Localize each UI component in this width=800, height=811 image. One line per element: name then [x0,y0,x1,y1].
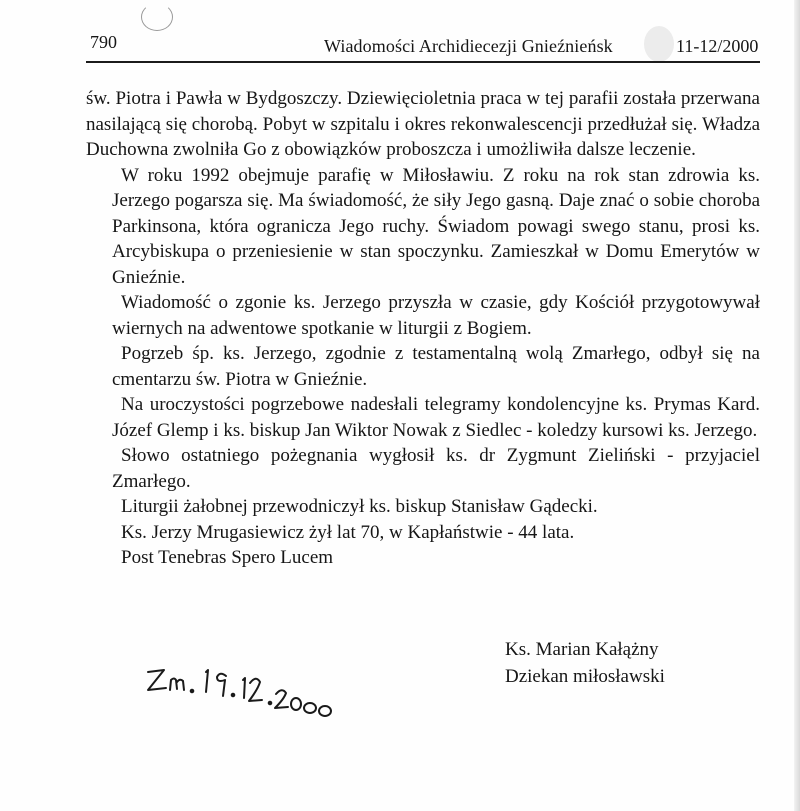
signature-name: Ks. Marian Kałążny [505,639,659,660]
paragraph-1: św. Piotra i Pawła w Bydgoszczy. Dziewięcioletnia praca w tej parafii została przerwana nasilającą się chorobą. Pobyt w szpitalu i okres rekonwalescencji przedłużał się. Władza Duchowna zwolniła Go z obowiązków proboszcza i umożliwiła dalsze leczenie. [86,88,760,160]
header-rule [86,61,760,63]
signature-title: Dziekan miłosławski [505,666,665,687]
paragraph-2: W roku 1992 obejmuje parafię w Miłosławiu. Z roku na rok stan zdrowia ks. Jerzego pogarsza się. Ma świadomość, że siły Jego gasną. Daje znać o sobie choroba Parkinsona, która ogranicza Jego ruchy. Świadom powagi swego stanu, prosi ks. Arcybiskupa o przeniesienie w stan spoczynku. Zamieszkał w Domu Emerytów w Gnieźnie. [112,164,760,288]
article-body [86,86,760,571]
punch-hole-mark [141,3,173,31]
paragraph-5: Na uroczystości pogrzebowe nadesłali telegramy kondolencyjne ks. Prymas Kard. Józef Glemp i ks. biskup Jan Wiktor Nowak z Siedlec - koledzy kursowi ks. Jerzego. [112,394,760,441]
paragraph-4: Pogrzeb śp. ks. Jerzego, zgodnie z testamentalną wolą Zmarłego, odbył się na cmentarzu św. Piotra w Gnieźnie. [112,343,760,390]
journal-title: Wiadomości Archidiecezji Gnieźnieńsk [324,36,613,56]
closing-motto: Post Tenebras Spero Lucem [121,547,334,568]
handwritten-date-drawing [140,658,360,728]
paragraph-8: Ks. Jerzy Mrugasiewicz żył lat 70, w Kapłaństwie - 44 lata. [121,521,575,543]
issue-number: 11-12/2000 [676,36,759,56]
paragraph-3: Wiadomość o zgonie ks. Jerzego przyszła w czasie, gdy Kościół przygotowywał wiernych na adwentowe spotkanie w liturgii z Bogiem. [112,292,760,339]
handwritten-note [140,658,360,728]
page-edge [794,0,800,811]
signature-block [505,636,665,690]
punch-hole-blot [644,26,674,62]
page-header [86,32,762,60]
paragraph-7: Liturgii żałobnej przewodniczył ks. biskup Stanisław Gądecki. [121,496,598,517]
page-number: 790 [90,32,117,52]
paragraph-6: Słowo ostatniego pożegnania wygłosił ks. dr Zygmunt Zieliński - przyjaciel Zmarłego. [112,445,760,492]
